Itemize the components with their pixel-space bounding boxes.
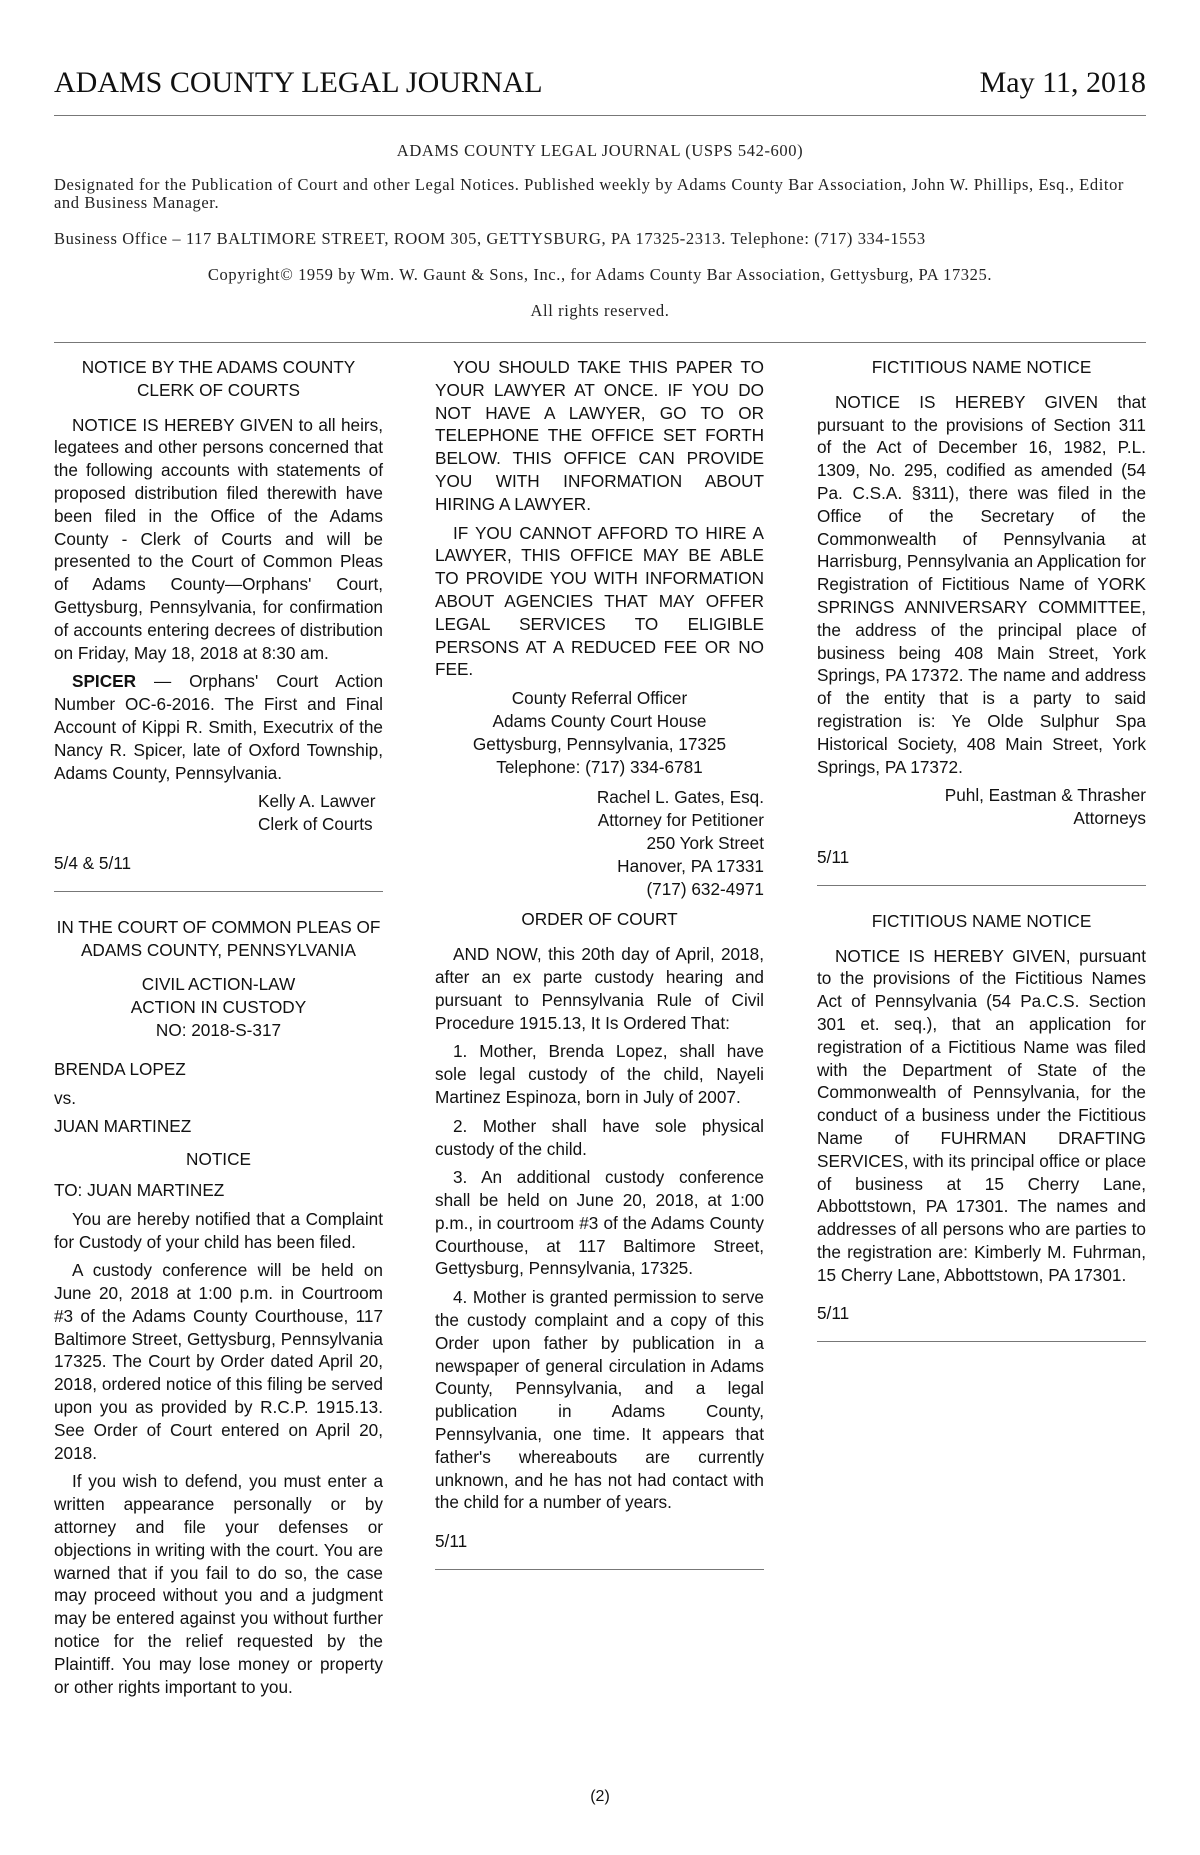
clerk-signature-name: Kelly A. Lawver — [258, 791, 376, 812]
notice-paragraph-2: A custody conference will be held on June 20, 2018 at 1:00 p.m. in Courtroom #3 of the Adams County Courthouse, 117 Baltimore Street, Gettysburg, Pennsylvania 17325. The Court by Order dated April 20, 2018, ordered notice of this filing be served upon you as provided by R.C.P. 1915.13. See Order of Court entered on April 20, 2018. — [54, 1260, 383, 1463]
fictitious-notice-1-signature-title: Attorneys — [1073, 808, 1146, 829]
fictitious-notice-2-body: NOTICE IS HEREBY GIVEN, pursuant to the provisions of the Fictitious Names Act of Pennsylvania (54 Pa.C.S. Section 301 et. seq.), that an application for registration of a Fictitious Name was filed with the Department of State of the Commonwealth of Pennsylvania, for the conduct of a business under the Fictitious Name of FUHRMAN DRAFTING SERVICES, with its principal office or place of business at 15 Cherry Lane, Abbottstown, PA 17301. The names and addresses of all persons who are parties to the registration are: Kimberly M. Fuhrman, 15 Cherry Lane, Abbottstown, PA 17301. — [817, 945, 1146, 1285]
referral-line-2: Adams County Court House — [492, 710, 707, 731]
attorney-line-2: Attorney for Petitioner — [597, 810, 764, 831]
notice-paragraph-1: You are hereby notified that a Complaint for Custody of your child has been filed. — [54, 1208, 383, 1252]
fictitious-notice-2-heading: FICTITIOUS NAME NOTICE — [871, 910, 1092, 931]
publication-copyright: Copyright© 1959 by Wm. W. Gaunt & Sons, Inc., for Adams County Bar Association, Gettysburg, PA 17325. — [207, 265, 993, 284]
order-item-3: 3. An additional custody conference shall be held on June 20, 2018, at 1:00 p.m., in courtroom #3 of the Adams County Courthouse, at 117 Baltimore Street, Gettysburg, Pennsylvania, 17325. — [435, 1167, 764, 1279]
versus: vs. — [54, 1087, 76, 1108]
estate-name: SPICER — [72, 671, 136, 692]
order-item-1: 1. Mother, Brenda Lopez, shall have sole legal custody of the child, Nayeli Martinez Espinoza, born in July of 2007. — [435, 1041, 764, 1107]
publication-designation: Designated for the Publication of Court and other Legal Notices. Published weekly by Adams County Bar Association, John W. Phillips, Esq., Editor and Business Manager. — [54, 175, 1125, 212]
publication-title: ADAMS COUNTY LEGAL JOURNAL (USPS 542-600) — [396, 141, 804, 160]
clerk-notice-divider — [54, 891, 383, 892]
action-type-1: CIVIL ACTION-LAW — [141, 974, 296, 995]
order-divider — [435, 1569, 764, 1570]
masthead — [54, 66, 1146, 108]
notice-paragraph-3: If you wish to defend, you must enter a written appearance personally or by attorney and file your defenses or objections in writing with the court. You are warned that if you fail to do so, the case may proceed without you and a judgment may be entered against you without further notice for the relief requested by the Plaintiff. You may lose money or property or other rights important to you. — [54, 1471, 383, 1697]
notice-heading: NOTICE — [186, 1149, 251, 1170]
attorney-line-4: Hanover, PA 17331 — [617, 855, 764, 876]
column-3 — [817, 356, 1146, 1366]
journal-page — [54, 0, 1146, 1855]
clerk-notice-body: NOTICE IS HEREBY GIVEN to all heirs, legatees and other persons concerned that the following accounts with statements of proposed distribution filed therewith have been filed in the Office of the Adams County - Clerk of Courts and will be presented to the Court of Common Pleas of Adams County—Orphans' Court, Gettysburg, Pennsylvania, for confirmation of accounts entering decrees of distribution on Friday, May 18, 2018 at 8:30 am. — [54, 414, 383, 663]
publication-rule — [54, 342, 1146, 343]
referral-office-block — [435, 687, 764, 778]
afford-lawyer-paragraph: IF YOU CANNOT AFFORD TO HIRE A LAWYER, THIS OFFICE MAY BE ABLE TO PROVIDE YOU WITH INFORMATION ABOUT AGENCIES THAT MAY OFFER LEGAL SERVICES TO ELIGIBLE PERSONS AT A REDUCED FEE OR NO FEE. — [435, 522, 764, 680]
attorney-line-5: (717) 632-4971 — [646, 878, 764, 899]
case-number: NO: 2018-S-317 — [155, 1019, 282, 1040]
publication-rights: All rights reserved. — [530, 301, 670, 320]
fictitious-notice-1-divider — [817, 885, 1146, 886]
referral-line-1: County Referral Officer — [511, 688, 688, 709]
action-type-2: ACTION IN CUSTODY — [130, 997, 307, 1018]
order-item-4: 4. Mother is granted permission to serve the custody complaint and a copy of this Order upon father by publication in a newspaper of general circulation in Adams County, Pennsylvania, and a legal publication in Adams County, Pennsylvania, one time. It appears that father's whereabouts are currently unknown, and he has not had contact with the child for a number of years. — [435, 1287, 764, 1513]
notice-recipient: TO: JUAN MARTINEZ — [54, 1179, 225, 1200]
order-item-2: 2. Mother shall have sole physical custody of the child. — [435, 1115, 764, 1159]
court-caption: IN THE COURT OF COMMON PLEAS OF ADAMS COUNTY, PENNSYLVANIA — [56, 916, 381, 960]
fictitious-notice-1-signature: Puhl, Eastman & Thrasher — [944, 785, 1146, 806]
order-heading: ORDER OF COURT — [521, 909, 678, 930]
estate-text: — Orphans' Court Action Number OC-6-2016. The First and Final Account of Kippi R. Smith, Executrix of the Nancy R. Spicer, late of Oxford Township, Adams County, Pennsylvania. — [54, 671, 383, 783]
referral-line-4: Telephone: (717) 334-6781 — [496, 756, 703, 777]
fictitious-notice-1-heading: FICTITIOUS NAME NOTICE — [871, 357, 1092, 377]
lawyer-advice-paragraph: YOU SHOULD TAKE THIS PAPER TO YOUR LAWYER AT ONCE. IF YOU DO NOT HAVE A LAWYER, GO TO OR TELEPHONE THE OFFICE SET FORTH BELOW. THIS OFFICE CAN PROVIDE YOU WITH INFORMATION ABOUT HIRING A LAWYER. — [435, 357, 764, 514]
order-date: 5/11 — [435, 1531, 468, 1552]
fictitious-notice-2-date: 5/11 — [817, 1303, 850, 1324]
attorney-line-1: Rachel L. Gates, Esq. — [596, 787, 764, 808]
defendant-name: JUAN MARTINEZ — [54, 1116, 192, 1137]
fictitious-notice-1-date: 5/11 — [817, 846, 850, 867]
column-1 — [54, 356, 383, 1704]
attorney-line-3: 250 York Street — [646, 832, 764, 853]
journal-name: ADAMS COUNTY LEGAL JOURNAL — [54, 66, 543, 99]
plaintiff-name: BRENDA LOPEZ — [54, 1058, 186, 1079]
attorney-block — [435, 786, 764, 900]
estate-entry — [54, 670, 383, 784]
order-intro: AND NOW, this 20th day of April, 2018, after an ex parte custody hearing and pursuant to Pennsylvania Rule of Civil Procedure 1915.13, It Is Ordered That: — [435, 944, 764, 1033]
column-2 — [435, 356, 764, 1594]
referral-line-3: Gettysburg, Pennsylvania, 17325 — [472, 733, 727, 754]
fictitious-notice-2-divider — [817, 1341, 1146, 1342]
clerk-notice-heading: NOTICE BY THE ADAMS COUNTY CLERK OF COURTS — [81, 357, 356, 400]
fictitious-notice-1-body: NOTICE IS HEREBY GIVEN that pursuant to the provisions of Section 311 of the Act of December 16, 1982, P.L. 1309, No. 295, codified as amended (54 Pa. C.S.A. §311), there was filed in the Office of the Secretary of the Commonwealth of Pennsylvania at Harrisburg, Pennsylvania an Application for Registration of Fictitious Name of YORK SPRINGS ANNIVERSARY COMMITTEE, the address of the principal place of business being 408 Main Street, York Springs, PA 17372. The name and address of the entity that is a party to said registration is: Ye Olde Sulphur Spa Historical Society, 408 Main Street, York Springs, PA 17372. — [817, 391, 1146, 777]
clerk-signature — [54, 790, 383, 836]
clerk-notice-date: 5/4 & 5/11 — [54, 852, 132, 873]
page-number: (2) — [590, 1788, 610, 1805]
publication-office: Business Office – 117 BALTIMORE STREET, ROOM 305, GETTYSBURG, PA 17325-2313. Telephone: (717) 334-1553 — [54, 229, 926, 248]
issue-date: May 11, 2018 — [979, 66, 1146, 99]
masthead-rule — [54, 115, 1146, 116]
clerk-signature-title: Clerk of Courts — [258, 814, 373, 835]
